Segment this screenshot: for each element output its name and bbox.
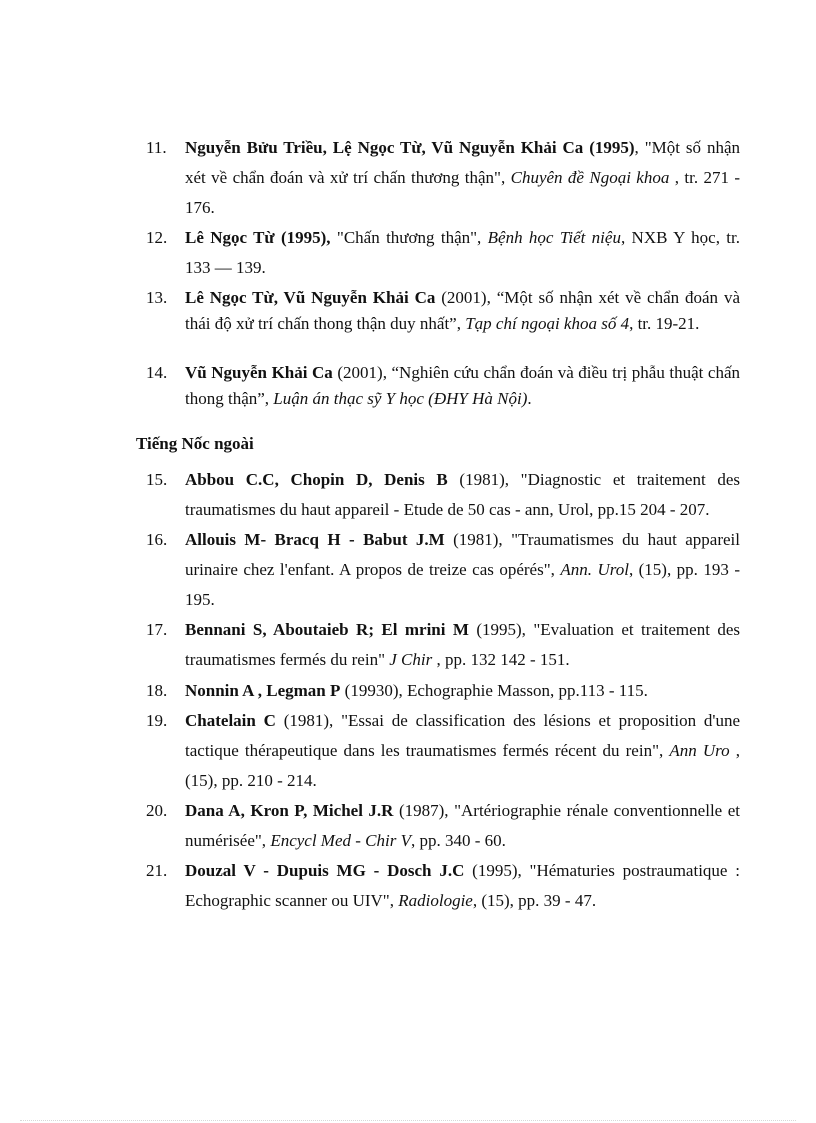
page-footer-divider	[20, 1120, 796, 1121]
reference-text: Lê Ngọc Từ, Vũ Nguyễn Khải Ca (2001), “Một số nhận xét về chẩn đoán và thái độ xử trí chấn thong thận duy nhất”, Tạp chí ngoại khoa số 4, tr. 19-21.	[185, 288, 740, 333]
reference-item	[146, 706, 740, 796]
reference-source: Encycl Med - Chir V	[270, 831, 411, 850]
reference-text: Dana A, Kron P, Michel J.R (1987), "Artériographie rénale conventionnelle et numérisée", Encycl Med - Chir V, pp. 340 - 60.	[185, 801, 740, 850]
reference-authors: Bennani S, Aboutaieb R; El mrini M	[185, 620, 469, 639]
reference-item	[146, 465, 740, 525]
reference-text: Vũ Nguyễn Khải Ca (2001), “Nghiên cứu chẩn đoán và điều trị phẫu thuật chấn thong thận”, Luận án thạc sỹ Y học (ĐHY Hà Nội).	[185, 363, 741, 408]
reference-item	[146, 285, 740, 337]
reference-item	[146, 525, 740, 615]
reference-source: Tạp chí ngoại khoa số 4	[465, 314, 630, 333]
reference-number: 15.	[146, 470, 168, 489]
reference-number: 18.	[146, 681, 168, 700]
reference-text: Chatelain C (1981), "Essai de classification des lésions et proposition d'une tactique thérapeutique dans les traumatismes fermés récent du rein", Ann Uro , (15), pp. 210 - 214.	[185, 711, 740, 790]
reference-number: 14.	[146, 363, 168, 382]
reference-item	[146, 223, 740, 283]
reference-number: 19.	[146, 711, 168, 730]
reference-number: 13.	[146, 288, 168, 307]
reference-source: Ann Uro	[669, 741, 730, 760]
reference-text: Allouis M- Bracq H - Babut J.M (1981), "Traumatismes du haut appareil urinaire chez l'enfant. A propos de treize cas opérés", Ann. Urol, (15), pp. 193 - 195.	[185, 530, 740, 609]
reference-source: J Chir	[389, 650, 433, 669]
reference-text: Bennani S, Aboutaieb R; El mrini M (1995), "Evaluation et traitement des traumatismes fermés du rein" J Chir , pp. 132 142 - 151.	[185, 620, 740, 669]
reference-source: Ann. Urol	[560, 560, 629, 579]
reference-text: Douzal V - Dupuis MG - Dosch J.C (1995), "Hématuries postraumatique : Echographic scanner ou UIV", Radiologie, (15), pp. 39 - 47.	[185, 861, 740, 910]
reference-authors: Douzal V - Dupuis MG - Dosch J.C	[185, 861, 465, 880]
reference-item	[146, 676, 740, 706]
reference-number: 21.	[146, 861, 168, 880]
reference-source: Luận án thạc sỹ Y học (ĐHY Hà Nội)	[273, 389, 528, 408]
reference-text: Nguyễn Bửu Triều, Lệ Ngọc Từ, Vũ Nguyễn Khải Ca (1995), "Một số nhận xét về chẩn đoán và xử trí chấn thương thận", Chuyên đề Ngoại khoa , tr. 271 - 176.	[185, 138, 740, 217]
reference-item	[146, 796, 740, 856]
reference-text: Nonnin A , Legman P (19930), Echographie Masson, pp.113 - 115.	[185, 681, 648, 700]
reference-number: 20.	[146, 801, 168, 820]
reference-source: Chuyên đề Ngoại khoa	[510, 168, 670, 187]
reference-authors: Dana A, Kron P, Michel J.R	[185, 801, 394, 820]
reference-item	[146, 360, 740, 412]
reference-source: Bệnh học Tiết niệu	[487, 228, 621, 247]
reference-authors: Nguyễn Bửu Triều, Lệ Ngọc Từ, Vũ Nguyễn Khải Ca (1995)	[185, 138, 635, 157]
reference-authors: Allouis M- Bracq H - Babut J.M	[185, 530, 445, 549]
reference-authors: Nonnin A , Legman P	[185, 681, 341, 700]
reference-number: 16.	[146, 530, 168, 549]
reference-number: 17.	[146, 620, 168, 639]
reference-authors: Chatelain C	[185, 711, 276, 730]
reference-source: Radiologie	[398, 891, 473, 910]
reference-item	[146, 615, 740, 675]
section-heading: Tiếng Nốc ngoài	[136, 434, 254, 453]
reference-text: Lê Ngọc Từ (1995), "Chấn thương thận", Bệnh học Tiết niệu, NXB Y học, tr. 133 — 139.	[185, 228, 740, 277]
reference-text: Abbou C.C, Chopin D, Denis B (1981), "Diagnostic et traitement des traumatismes du haut appareil - Etude de 50 cas - ann, Urol, pp.15 204 - 207.	[185, 470, 740, 519]
reference-authors: Vũ Nguyễn Khải Ca	[185, 363, 333, 382]
reference-authors: Lê Ngọc Từ, Vũ Nguyễn Khải Ca	[185, 288, 436, 307]
reference-item	[146, 856, 740, 916]
reference-authors: Abbou C.C, Chopin D, Denis B	[185, 470, 448, 489]
reference-number: 11.	[146, 138, 167, 157]
reference-number: 12.	[146, 228, 168, 247]
reference-authors: Lê Ngọc Từ (1995),	[185, 228, 331, 247]
reference-item	[146, 133, 740, 223]
